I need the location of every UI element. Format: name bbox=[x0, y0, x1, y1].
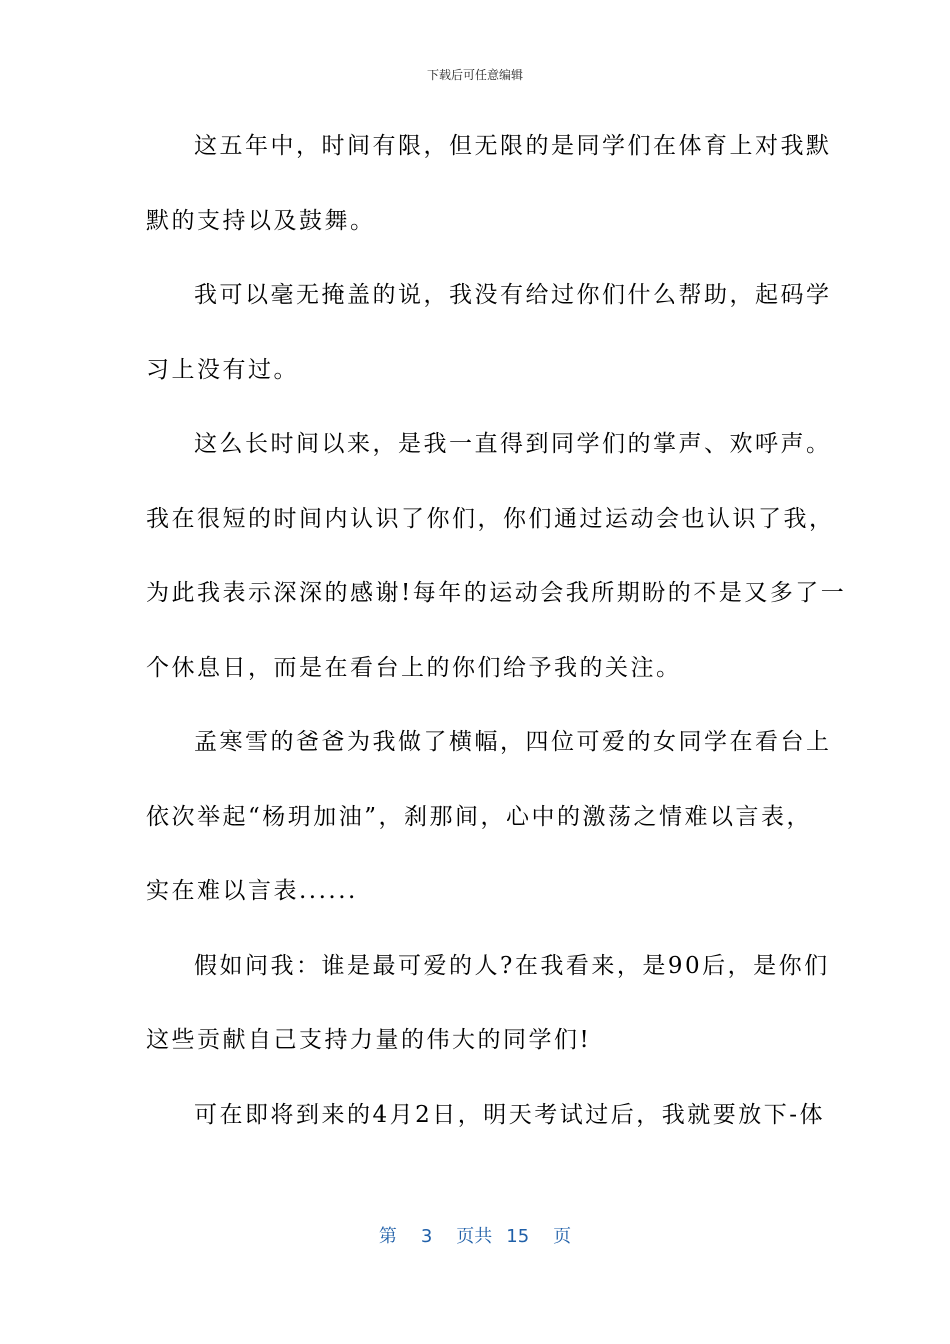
text-line-12: 假如问我：谁是最可爱的人?在我看来，是90后，是你们 bbox=[194, 952, 830, 979]
text-line-3: 我可以毫无掩盖的说，我没有给过你们什么帮助，起码学 bbox=[194, 282, 832, 308]
page-label-prefix: 第 bbox=[378, 1226, 397, 1247]
text-line-11: 实在难以言表...... bbox=[146, 878, 358, 904]
text-line-4: 习上没有过。 bbox=[146, 356, 299, 383]
page-footer bbox=[0, 1222, 950, 1248]
page-header: 下载后可任意编辑 bbox=[426, 68, 523, 82]
text-line-13: 这些贡献自己支持力量的伟大的同学们! bbox=[146, 1027, 592, 1053]
text-line-14: 可在即将到来的4月2日，明天考试过后，我就要放下-体 bbox=[194, 1101, 826, 1128]
page-label-mid: 页共 bbox=[456, 1226, 493, 1247]
text-line-9: 孟寒雪的爸爸为我做了横幅，四位可爱的女同学在看台上 bbox=[194, 729, 832, 755]
text-line-5: 这么长时间以来，是我一直得到同学们的掌声、欢呼声。 bbox=[194, 431, 832, 457]
text-line-7: 为此我表示深深的感谢!每年的运动会我所期盼的不是又多了一 bbox=[146, 580, 847, 606]
page-label-suffix: 页 bbox=[553, 1226, 572, 1247]
current-page-number: 3 bbox=[420, 1226, 433, 1247]
text-line-8: 个休息日，而是在看台上的你们给予我的关注。 bbox=[146, 654, 682, 681]
text-line-6: 我在很短的时间内认识了你们，你们通过运动会也认识了我， bbox=[146, 505, 835, 532]
text-line-10: 依次举起“杨玥加油”，刹那间，心中的激荡之情难以言表， bbox=[146, 803, 813, 830]
total-pages-number: 15 bbox=[506, 1226, 530, 1247]
document-body bbox=[146, 120, 847, 1163]
text-line-2: 默的支持以及鼓舞。 bbox=[146, 207, 376, 234]
text-line-1: 这五年中，时间有限，但无限的是同学们在体育上对我默 bbox=[194, 133, 832, 159]
